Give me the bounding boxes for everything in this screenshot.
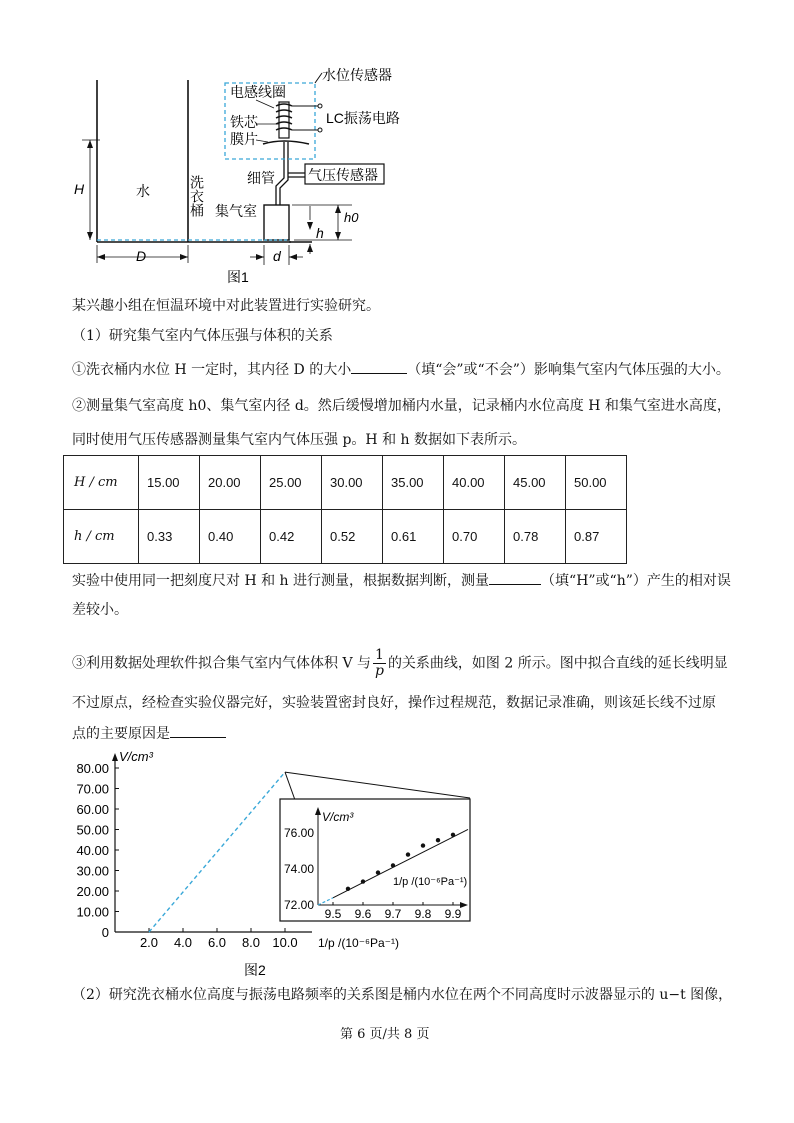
answer-blank-3[interactable]	[170, 723, 226, 738]
label-iron-core: 铁芯	[230, 114, 258, 130]
x-tick-label: 2.0	[139, 935, 159, 950]
fraction-numerator: 1	[375, 647, 384, 663]
inset-data-point	[406, 852, 410, 856]
y-tick-label: 70.00	[76, 781, 109, 797]
inset-x-tick-label: 9.8	[414, 907, 432, 921]
label-H: H	[74, 181, 85, 197]
label-washer-tub: 洗衣桶	[189, 175, 205, 217]
page-footer: 第 6 页/共 8 页	[340, 1027, 430, 1042]
label-membrane: 膜片	[230, 131, 258, 147]
label-h0: h0	[344, 210, 359, 225]
figure1-caption: 图1	[227, 269, 249, 285]
table-cell: 40.00	[444, 456, 505, 510]
table-cell: 15.00	[139, 456, 200, 510]
iron-core	[279, 102, 289, 138]
inset-data-point	[361, 879, 365, 883]
x-tick-label: 10.0	[272, 935, 298, 950]
inset-y-tick-label: 74.00	[283, 862, 314, 876]
x-tick-label: 4.0	[173, 935, 193, 950]
question-1-text-a: ①洗衣桶内水位 H 一定时，其内径 D 的大小	[72, 362, 352, 378]
x-tick-label: 6.0	[207, 935, 227, 950]
y-axis-arrow	[112, 753, 118, 761]
y-tick-label: 0	[101, 925, 109, 940]
table-cell: 0.42	[261, 510, 322, 564]
series-line	[149, 772, 285, 932]
table-cell: 35.00	[383, 456, 444, 510]
question-3-text-c: 点的主要原因是	[72, 726, 170, 742]
table-row-H	[64, 456, 627, 510]
answer-blank-2[interactable]	[489, 570, 541, 585]
inset-x-axis-label: 1/p /(10⁻⁶Pa⁻¹)	[393, 876, 468, 888]
x-tick-label: 8.0	[241, 935, 261, 950]
inset-x-tick-label: 9.5	[324, 907, 342, 921]
question-3-line-3	[72, 723, 226, 744]
question-3-line-1	[72, 648, 728, 679]
inset-data-point	[391, 863, 395, 867]
label-inductor-coil: 电感线圈	[230, 84, 286, 100]
inset-x-tick-label: 9.6	[354, 907, 372, 921]
table-cell: 0.33	[139, 510, 200, 564]
label-thin-tube: 细管	[247, 170, 275, 186]
label-pressure-sensor: 气压传感器	[308, 167, 378, 183]
figure2-caption: 图2	[244, 962, 266, 978]
label-air-chamber: 集气室	[215, 203, 257, 219]
table-cell: 0.52	[322, 510, 383, 564]
y-tick-label: 20.00	[76, 884, 109, 899]
y-tick-label: 60.00	[76, 802, 109, 817]
inset-x-tick-label: 9.7	[384, 907, 402, 921]
inset-y-axis-label: V/cm³	[322, 810, 354, 824]
y-tick-label: 40.00	[76, 843, 109, 858]
table-cell: 50.00	[566, 456, 627, 510]
table-cell: 0.61	[383, 510, 444, 564]
part1-title: （1）研究集气室内气体压强与体积的关系	[72, 328, 333, 344]
figure-2-chart	[60, 745, 490, 985]
inset-data-point	[376, 870, 380, 874]
inset-y-tick-label: 76.00	[283, 826, 314, 840]
zoom-connector	[285, 772, 470, 798]
y-tick-label: 30.00	[76, 863, 109, 879]
inset-data-point	[346, 887, 350, 891]
table-cell: 0.78	[505, 510, 566, 564]
inset-data-point	[451, 833, 455, 837]
inset-chart	[280, 799, 470, 921]
table-cell: 20.00	[200, 456, 261, 510]
question-2-line-2: 同时使用气压传感器测量集气室内气体压强 p。H 和 h 数据如下表所示。	[72, 432, 526, 448]
question-2b-line-2: 差较小。	[72, 602, 128, 618]
inset-data-point	[421, 843, 425, 847]
membrane	[263, 141, 309, 144]
table-cell: 30.00	[322, 456, 383, 510]
fraction-denominator: p	[374, 663, 384, 679]
table-row-h	[64, 510, 627, 564]
inset-x-tick-label: 9.9	[444, 907, 462, 921]
question-2b-text-b: （填“H”或“h”）产生的相对误	[541, 573, 731, 589]
question-2-line-1: ②测量集气室高度 h0、集气室内径 d。然后缓慢增加桶内水量，记录桶内水位高度 H 和集气室进水高度，	[72, 398, 731, 414]
question-2b	[72, 570, 731, 591]
label-lc-circuit: LC振荡电路	[326, 110, 400, 126]
table-cell: 25.00	[261, 456, 322, 510]
data-table	[63, 455, 627, 564]
label-water-level-sensor: 水位传感器	[322, 67, 392, 83]
question-3-line-2: 不过原点，经检查实验仪器完好，实验装置密封良好，操作过程规范，数据记录准确，则该延长线不过原	[72, 695, 716, 711]
label-D: D	[136, 248, 147, 264]
question-2b-text-a: 实验中使用同一把刻度尺对 H 和 h 进行测量，根据数据判断，测量	[72, 573, 490, 589]
label-water: 水	[136, 183, 150, 199]
table-header-H: H / cm	[64, 456, 139, 510]
label-d: d	[273, 248, 281, 264]
table-cell: 0.87	[566, 510, 627, 564]
y-tick-label: 10.00	[76, 904, 109, 920]
inset-y-tick-label: 72.00	[283, 898, 314, 912]
inset-data-point	[436, 838, 440, 842]
answer-blank-1[interactable]	[351, 359, 407, 374]
label-h: h	[316, 225, 324, 241]
x-axis-label: 1/p /(10⁻⁶Pa⁻¹)	[318, 936, 399, 950]
y-tick-label: 50.00	[76, 822, 109, 838]
table-cell: 45.00	[505, 456, 566, 510]
table-cell: 0.70	[444, 510, 505, 564]
question-3-text-b: 的关系曲线，如图 2 所示。图中拟合直线的延长线明显	[387, 655, 728, 672]
figure-1	[60, 60, 420, 290]
fraction-1-over-p	[373, 648, 386, 679]
question-1	[72, 359, 730, 380]
table-header-h: h / cm	[64, 510, 139, 564]
question-3-text-a: ③利用数据处理软件拟合集气室内气体体积 V 与	[72, 655, 372, 672]
air-chamber	[264, 205, 289, 240]
question-1-text-b: （填“会”或“不会”）影响集气室内气体压强的大小。	[407, 362, 730, 378]
y-axis-label: V/cm³	[119, 749, 153, 764]
y-tick-label: 80.00	[76, 761, 109, 776]
intro-text: 某兴趣小组在恒温环境中对此装置进行实验研究。	[72, 298, 380, 314]
table-cell: 0.40	[200, 510, 261, 564]
part2-text: （2）研究洗衣桶水位高度与振荡电路频率的关系图是桶内水位在两个不同高度时示波器显示的 u−t 图像，	[72, 987, 733, 1003]
